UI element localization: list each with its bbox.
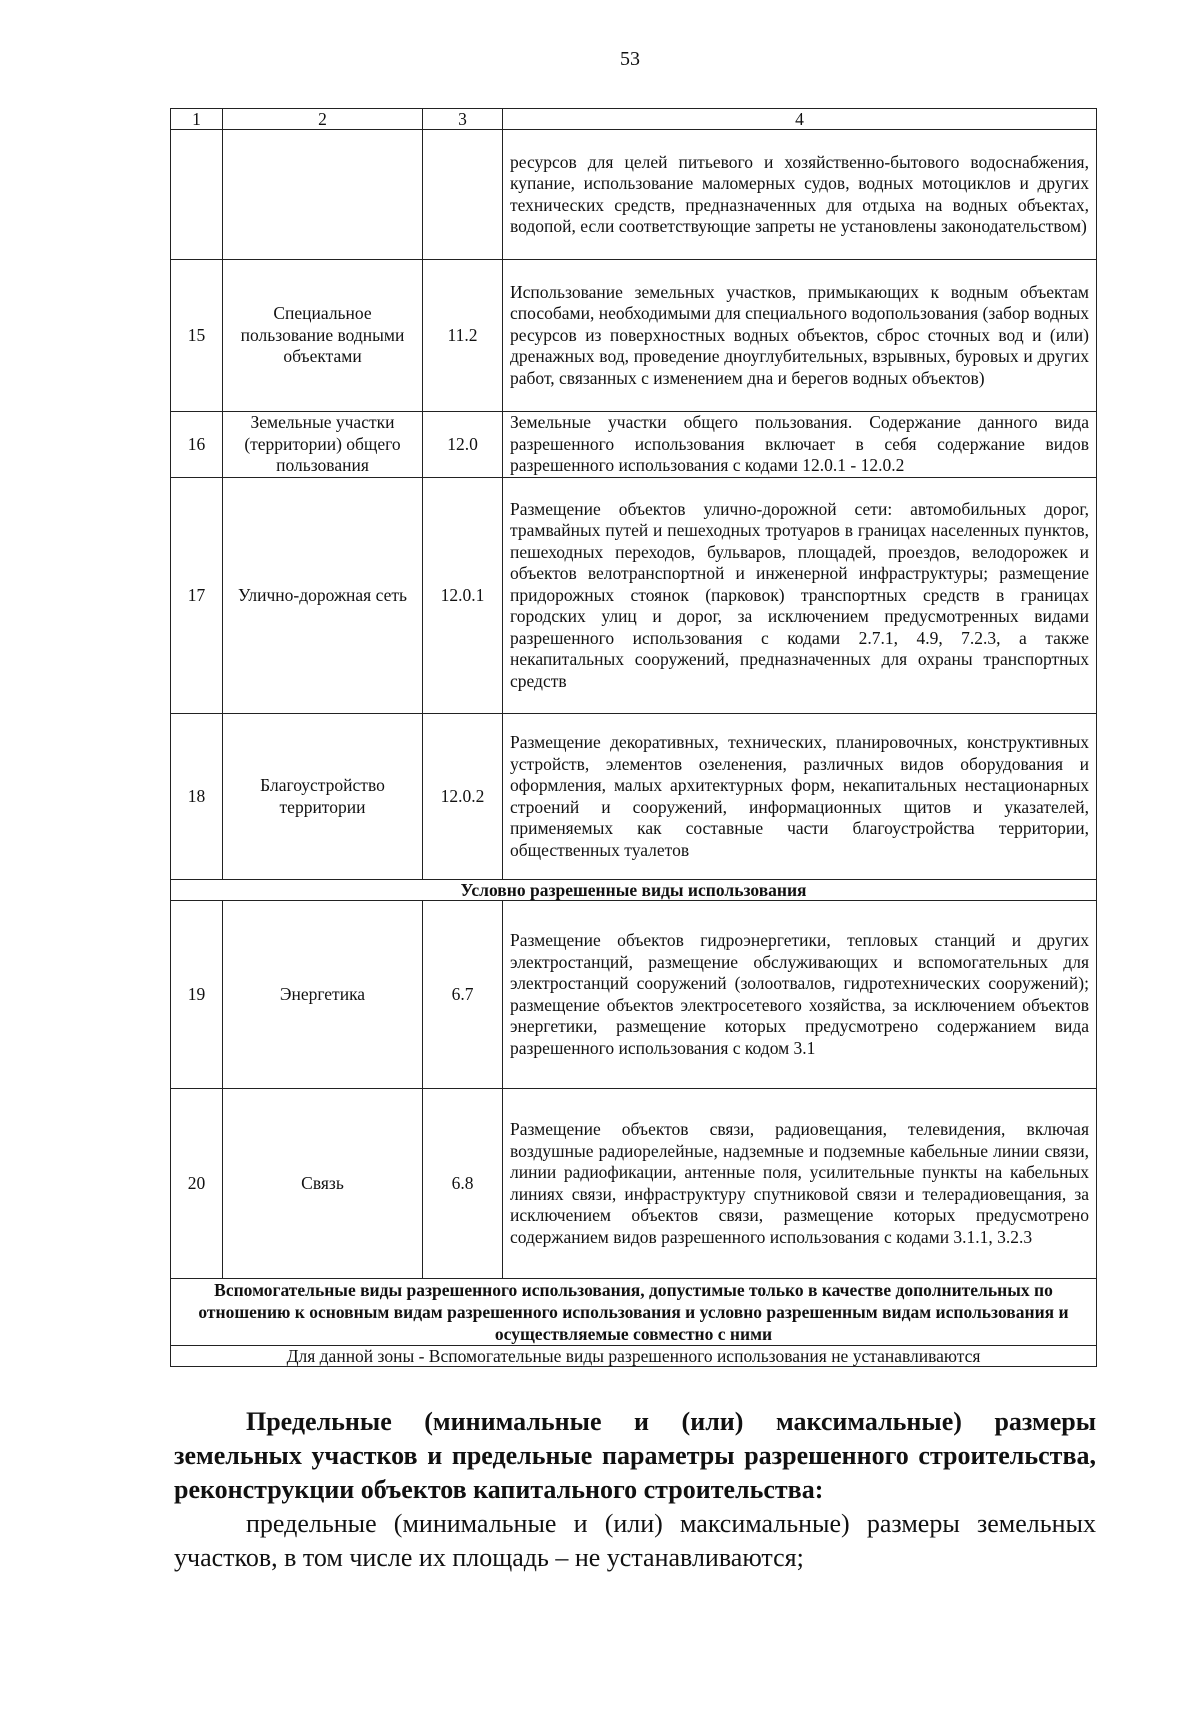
row-description: ресурсов для целей питьевого и хозяйственно-бытового водоснабжения, купание, использование маломерных судов, водных мотоциклов и других технических средств, предназначенных для отдыха на водных объектах, водопой, если соответствующие запреты не установлены законодательством) (503, 130, 1097, 260)
table-row (171, 412, 1097, 478)
table-row (171, 1089, 1097, 1279)
row-name: Благоустройство территории (223, 714, 423, 880)
table-row (171, 130, 1097, 260)
header-cell: 4 (503, 109, 1097, 130)
row-code: 6.7 (423, 901, 503, 1089)
row-name: Земельные участки (территории) общего пользования (223, 412, 423, 478)
row-number: 15 (171, 260, 223, 412)
auxiliary-section-title: Вспомогательные виды разрешенного использования, допустимые только в качестве дополнительных по отношению к основным видам разрешенного использования и условно разрешенным видам использования и осуществляемые совместно с ними (171, 1279, 1097, 1346)
row-name: Специальное пользование водными объектами (223, 260, 423, 412)
auxiliary-note: Для данной зоны - Вспомогательные виды разрешенного использования не устанавливаются (171, 1346, 1097, 1367)
row-code: 12.0 (423, 412, 503, 478)
land-use-table (170, 108, 1097, 1367)
header-cell: 1 (171, 109, 223, 130)
row-code: 12.0.2 (423, 714, 503, 880)
row-name: Энергетика (223, 901, 423, 1089)
row-code (423, 130, 503, 260)
row-name: Улично-дорожная сеть (223, 478, 423, 714)
section-row (171, 880, 1097, 901)
row-description: Размещение объектов гидроэнергетики, тепловых станций и других электростанций, размещение обслуживающих и вспомогательных для электростанций сооружений (золоотвалов, гидротехнических сооружений); размещение объектов электросетевого хозяйства, за исключением объектов энергетики, размещение которых предусмотрено содержанием вида разрешенного использования с кодом 3.1 (503, 901, 1097, 1089)
table-row (171, 714, 1097, 880)
limits-heading: Предельные (минимальные и (или) максимальные) размеры земельных участков и предельные параметры разрешенного строительства, реконструкции объектов капитального строительства: (174, 1407, 1096, 1504)
table-row (171, 260, 1097, 412)
table-row (171, 901, 1097, 1089)
row-code: 6.8 (423, 1089, 503, 1279)
table-header-row (171, 109, 1097, 130)
section-row (171, 1346, 1097, 1367)
row-description: Размещение объектов улично-дорожной сети: автомобильных дорог, трамвайных путей и пешеходных тротуаров в границах населенных пунктов, пешеходных переходов, бульваров, площадей, проездов, велодорожек и объектов велотранспортной и инженерной инфраструктуры; размещение придорожных стоянок (парковок) транспортных средств в границах городских улиц и дорог, за исключением предусмотренных видами разрешенного использования с кодами 2.7.1, 4.9, 7.2.3, а также некапитальных сооружений, предназначенных для охраны транспортных средств (503, 478, 1097, 714)
row-description: Размещение декоративных, технических, планировочных, конструктивных устройств, элементов озеленения, различных видов оборудования и оформления, малых архитектурных форм, некапитальных нестационарных строений и сооружений, информационных щитов и указателей, применяемых как составные части благоустройства территории, общественных туалетов (503, 714, 1097, 880)
table-row (171, 478, 1097, 714)
row-number: 18 (171, 714, 223, 880)
row-number: 19 (171, 901, 223, 1089)
row-description: Размещение объектов связи, радиовещания, телевидения, включая воздушные радиорелейные, надземные и подземные кабельные линии связи, линии радиофикации, антенные поля, усилительные пункты на кабельных линиях связи, инфраструктуру спутниковой связи и телерадиовещания, за исключением объектов связи, размещение которых предусмотрено содержанием видов разрешенного использования с кодами 3.1.1, 3.2.3 (503, 1089, 1097, 1279)
header-cell: 2 (223, 109, 423, 130)
row-code: 12.0.1 (423, 478, 503, 714)
row-name (223, 130, 423, 260)
row-code: 11.2 (423, 260, 503, 412)
row-number: 20 (171, 1089, 223, 1279)
page-number: 53 (620, 48, 640, 70)
conditional-section-title: Условно разрешенные виды использования (171, 880, 1097, 901)
row-name: Связь (223, 1089, 423, 1279)
section-row (171, 1279, 1097, 1346)
row-description: Использование земельных участков, примыкающих к водным объектам способами, необходимыми для специального водопользования (забор водных ресурсов из поверхностных водных объектов, сброс сточных вод и (или) дренажных вод, проведение дноуглубительных, взрывных, буровых и других работ, связанных с изменением дна и берегов водных объектов) (503, 260, 1097, 412)
limits-text: предельные (минимальные и (или) максимальные) размеры земельных участков, в том числе их площадь – не устанавливаются; (174, 1509, 1096, 1572)
row-number (171, 130, 223, 260)
header-cell: 3 (423, 109, 503, 130)
row-number: 17 (171, 478, 223, 714)
row-description: Земельные участки общего пользования. Содержание данного вида разрешенного использования включает в себя содержание видов разрешенного использования с кодами 12.0.1 - 12.0.2 (503, 412, 1097, 478)
row-number: 16 (171, 412, 223, 478)
